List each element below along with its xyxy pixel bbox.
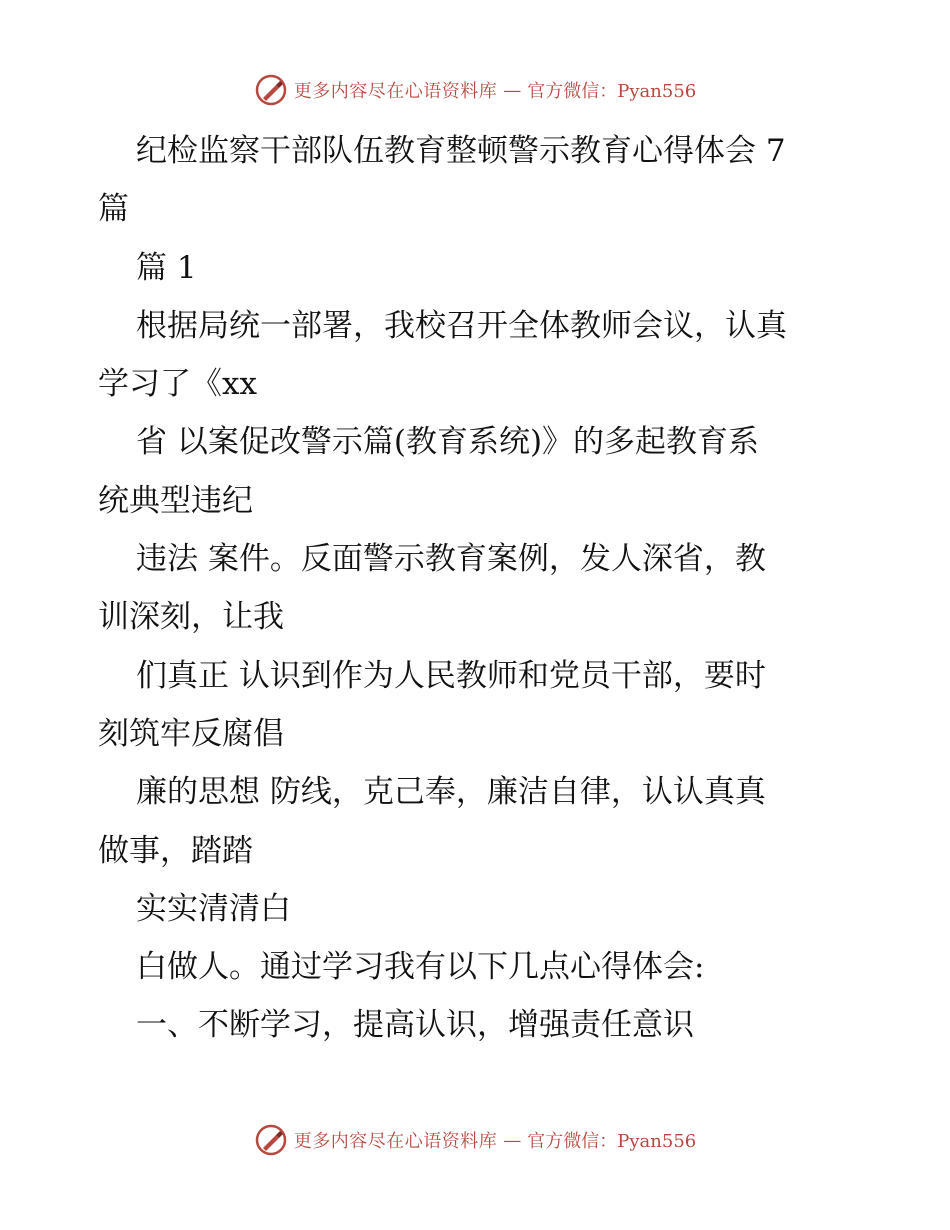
paragraph-line: 违法 案件。反面警示教育案例，发人深省，教 bbox=[136, 541, 766, 578]
paragraph-line: 刻筑牢反腐倡 bbox=[98, 715, 284, 752]
watermark-wechat-text: 官方微信：Pyan556 bbox=[527, 81, 697, 102]
footer-watermark bbox=[0, 1120, 950, 1160]
paragraph-line: 白做人。通过学习我有以下几点心得体会: bbox=[136, 949, 705, 986]
title-line-1: 纪检监察干部队伍教育整顿警示教育心得体会 7 bbox=[136, 133, 786, 169]
watermark-wechat-text: 官方微信：Pyan556 bbox=[527, 1131, 697, 1152]
paragraph-line: 廉的思想 防线，克己奉，廉洁自律，认认真真 bbox=[136, 774, 766, 811]
fountain-pen-logo-icon bbox=[254, 1123, 288, 1157]
document-body bbox=[98, 122, 858, 1055]
paragraph-line: 做事，踏踏 bbox=[98, 832, 253, 869]
paragraph-line: 省 以案促改警示篇(教育系统)》的多起教育系 bbox=[136, 424, 760, 461]
header-watermark bbox=[0, 70, 950, 110]
watermark-brand-text: 更多内容尽在心语资料库 bbox=[293, 1131, 498, 1152]
paragraph-line: 训深刻，让我 bbox=[98, 599, 284, 636]
watermark-separator: — bbox=[503, 79, 522, 101]
subheading-line: 一、不断学习，提高认识，增强责任意识 bbox=[136, 1007, 694, 1044]
paragraph-line: 实实清清白 bbox=[136, 890, 291, 927]
watermark-brand-text: 更多内容尽在心语资料库 bbox=[293, 81, 498, 102]
title-line-2: 篇 bbox=[98, 191, 129, 228]
section-heading: 篇 1 bbox=[136, 249, 197, 286]
watermark-separator: — bbox=[503, 1129, 522, 1151]
paragraph-line: 根据局统一部署，我校召开全体教师会议，认真 bbox=[136, 307, 787, 344]
paragraph-line: 统典型违纪 bbox=[98, 482, 253, 519]
fountain-pen-logo-icon bbox=[254, 73, 288, 107]
paragraph-line: 学习了《xx bbox=[98, 366, 257, 403]
paragraph-line: 们真正 认识到作为人民教师和党员干部，要时 bbox=[136, 657, 766, 694]
